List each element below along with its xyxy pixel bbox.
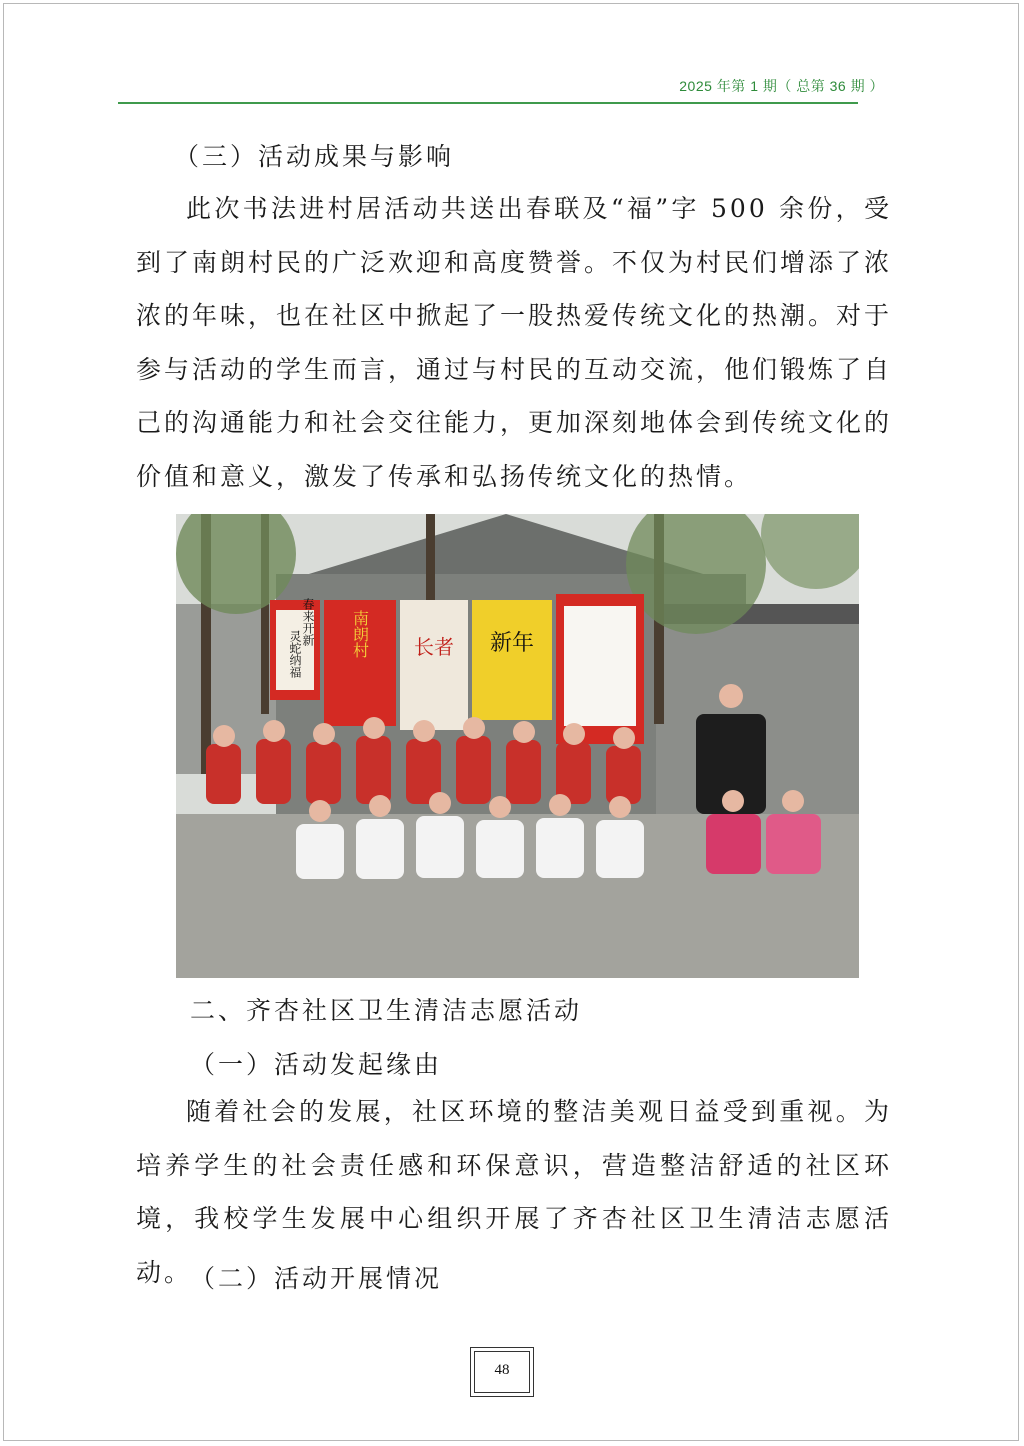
banner-text-3: 南朗村 [350,610,370,658]
page-number: 48 [494,1362,510,1378]
subheading-progress: （二）活动开展情况 [190,1264,443,1293]
banner-text-4: 长者 [414,635,454,659]
section-heading-cleaning: 二、齐杏社区卫生清洁志愿活动 [190,996,583,1025]
issue-label: 2025 年第 1 期（ 总第 36 期 ） [679,78,884,94]
banner-text-2: 春来开新 [301,598,315,646]
header-rule [118,102,858,104]
subheading-reason: （一）活动发起缘由 [190,1050,443,1079]
page-number-box [470,1347,534,1397]
banner-text-5: 新年 [489,631,535,656]
group-photo [176,514,859,978]
banner-text-1: 灵蛇纳福 [288,630,302,678]
paragraph-results: 此次书法进村居活动共送出春联及“福”字 500 余份，受到了南朗村民的广泛欢迎和高度赞誉。不仅为村民们增添了浓浓的年味，也在社区中掀起了一股热爱传统文化的热潮。对于参与活动的学生而言，通过与村民的互动交流，他们锻炼了自己的沟通能力和社会交往能力，更加深刻地体会到传统文化的价值和意义，激发了传承和弘扬传统文化的热情。 [136,194,893,491]
paragraph-reason: 随着社会的发展，社区环境的整洁美观日益受到重视。为培养学生的社会责任感和环保意识，营造整洁舒适的社区环境，我校学生发展中心组织开展了齐杏社区卫生清洁志愿活动。 [136,1097,892,1287]
section-heading-results: （三）活动成果与影响 [174,142,455,171]
group-photo-illustration [176,514,859,978]
